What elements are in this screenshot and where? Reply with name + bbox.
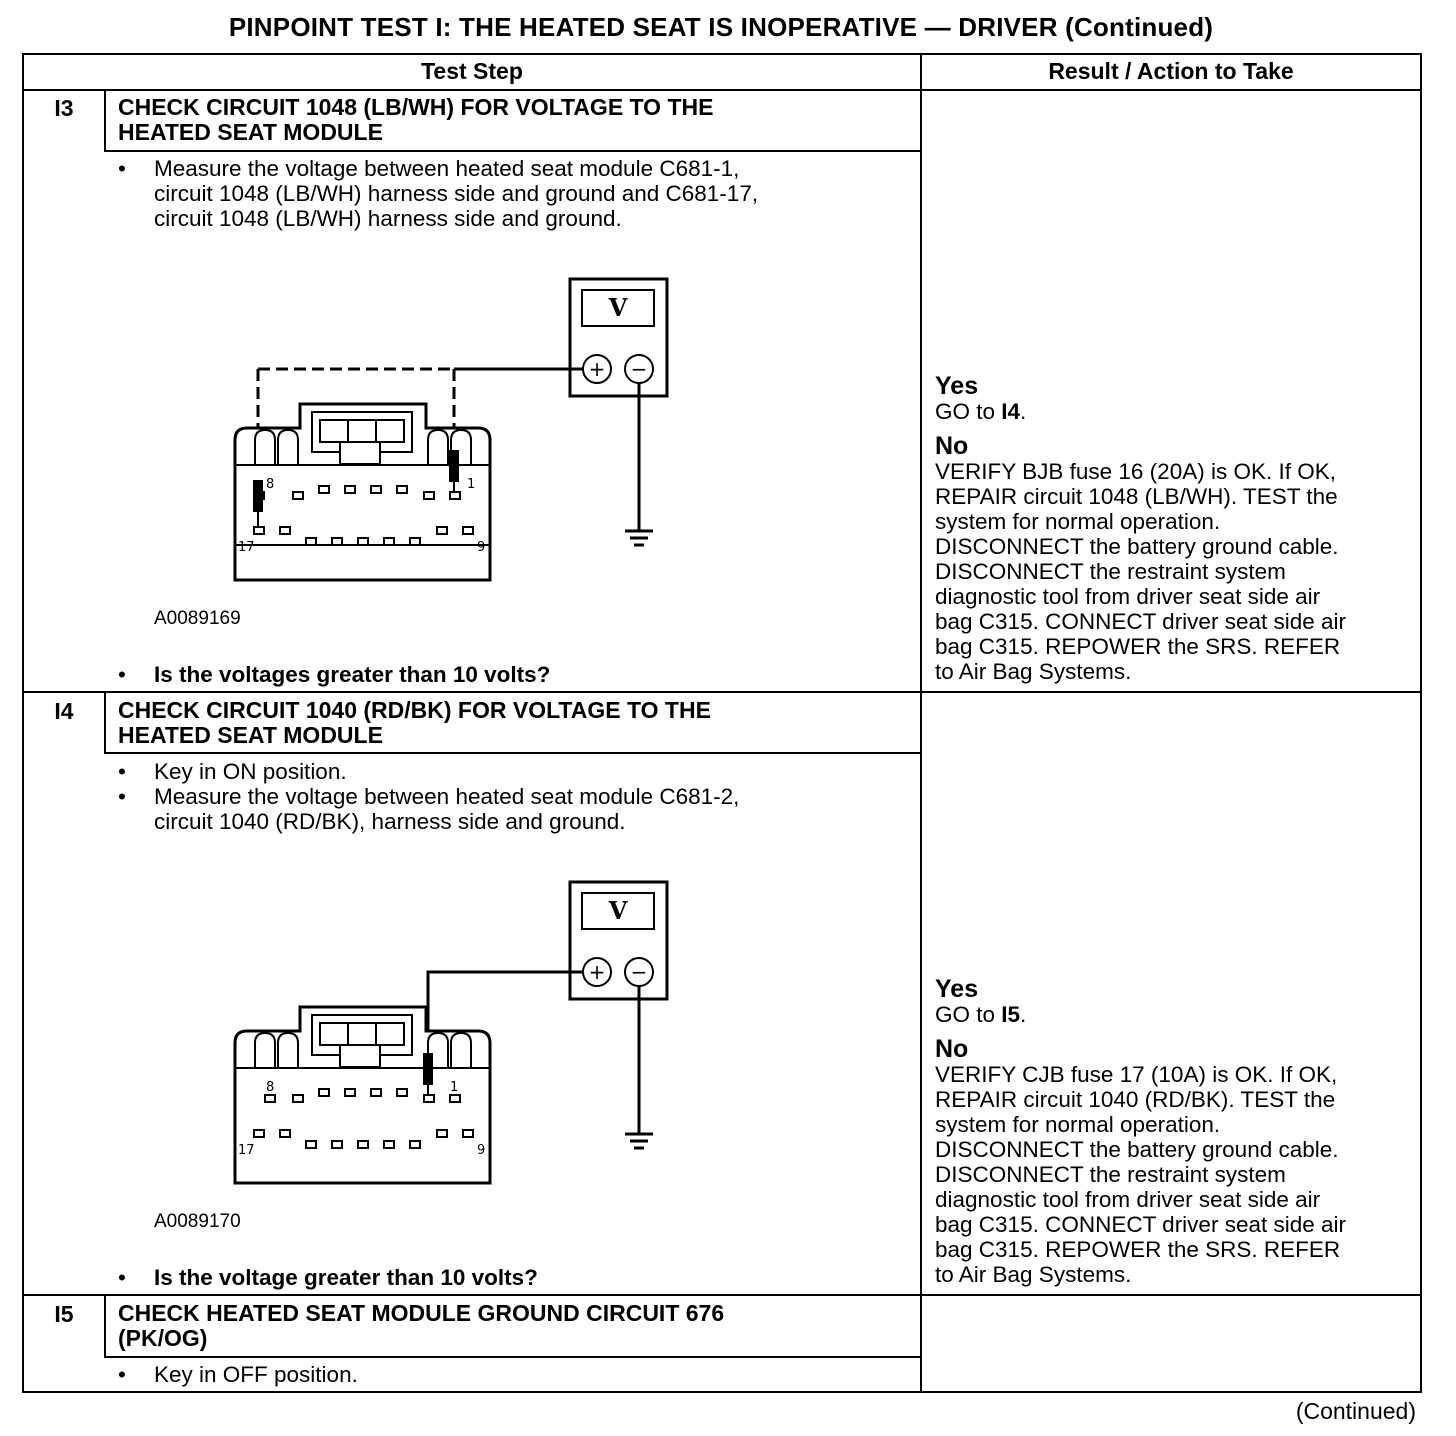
step-title-line: CHECK CIRCUIT 1040 (RD/BK) FOR VOLTAGE TO THE (118, 697, 711, 723)
ground-symbol-icon (625, 531, 653, 545)
instruction-line: circuit 1040 (RD/BK), harness side and ground. (154, 809, 626, 834)
result-i3 (935, 373, 1415, 684)
bullet: • (118, 156, 126, 181)
bullet: • (118, 1265, 126, 1290)
step-id: I5 (54, 1301, 74, 1327)
step-id: I3 (54, 95, 74, 121)
voltmeter-unit: V (608, 293, 628, 322)
yes-label: Yes (935, 975, 979, 1003)
step-instruction (118, 759, 914, 784)
step-title (118, 95, 898, 145)
next-step-link: I5 (1001, 1002, 1021, 1027)
step-instruction (118, 156, 914, 231)
voltmeter-unit: V (608, 896, 628, 925)
step-instruction (118, 1362, 914, 1387)
bullet: • (118, 1362, 126, 1387)
bullet: • (118, 759, 126, 784)
pin-label: 17 (238, 540, 255, 555)
step-title-line: HEATED SEAT MODULE (118, 119, 383, 145)
instruction-line: Key in ON position. (154, 759, 347, 784)
pin-label: 17 (238, 1143, 255, 1158)
figure-id: A0089169 (154, 608, 241, 629)
minus-label: − (630, 357, 648, 381)
question-text: Is the voltages greater than 10 volts? (154, 662, 551, 687)
question-text: Is the voltage greater than 10 volts? (154, 1265, 538, 1290)
minus-label: − (630, 960, 648, 984)
no-action: VERIFY CJB fuse 17 (10A) is OK. If OK, REPAIR circuit 1040 (RD/BK). TEST the system for normal operation. DISCONNECT the battery ground cable. DISCONNECT the restraint system diagnostic tool from driver seat side air bag C315. CONNECT driver seat side air bag C315. REPOWER the SRS. REFER to Air Bag Systems. (935, 1062, 1346, 1287)
column-header-result: Result / Action to Take (1048, 58, 1294, 84)
instruction-line: Key in OFF position. (154, 1362, 358, 1387)
figure-id: A0089170 (154, 1211, 241, 1232)
plus-label: + (588, 960, 606, 984)
ground-symbol-icon (625, 1134, 653, 1148)
no-action: VERIFY BJB fuse 16 (20A) is OK. If OK, REPAIR circuit 1048 (LB/WH). TEST the system for normal operation. DISCONNECT the battery ground cable. DISCONNECT the restraint system diagnostic tool from driver seat side air bag C315. CONNECT driver seat side air bag C315. REPOWER the SRS. REFER to Air Bag Systems. (935, 459, 1346, 684)
step-question (118, 1265, 914, 1290)
column-header-test-step: Test Step (421, 58, 523, 84)
step-title (118, 1301, 898, 1351)
voltmeter-diagram (220, 873, 690, 1193)
result-i4 (935, 976, 1415, 1287)
yes-action: GO to I5. (935, 1002, 1027, 1027)
instruction-line: Measure the voltage between heated seat module C681-1, (154, 156, 740, 181)
bullet: • (118, 784, 126, 809)
yes-label: Yes (935, 372, 979, 400)
pin-label: 1 (450, 1080, 459, 1095)
pin-label: 1 (467, 477, 476, 492)
page-title: PINPOINT TEST I: THE HEATED SEAT IS INOPERATIVE — DRIVER (Continued) (228, 12, 1214, 42)
step-title-line: CHECK CIRCUIT 1048 (LB/WH) FOR VOLTAGE TO THE (118, 94, 714, 120)
next-step-link: I4 (1001, 399, 1021, 424)
step-title (118, 698, 898, 748)
bullet: • (118, 662, 126, 687)
pin-label: 9 (477, 540, 486, 555)
pin-label: 8 (266, 1080, 275, 1095)
step-instruction (118, 784, 914, 834)
pin-label: 9 (477, 1143, 486, 1158)
continued-note: (Continued) (1295, 1398, 1416, 1424)
step-title-line: CHECK HEATED SEAT MODULE GROUND CIRCUIT 676 (118, 1300, 725, 1326)
instruction-line: Measure the voltage between heated seat module C681-2, (154, 784, 740, 809)
voltmeter-diagram (220, 270, 690, 590)
pin-label: 8 (266, 477, 275, 492)
connector-c681 (235, 1007, 490, 1183)
no-label: No (935, 1035, 969, 1063)
step-question (118, 662, 914, 687)
plus-label: + (588, 357, 606, 381)
instruction-line: circuit 1048 (LB/WH) harness side and ground. (154, 206, 622, 231)
instruction-line: circuit 1048 (LB/WH) harness side and ground and C681-17, (154, 181, 759, 206)
yes-action: GO to I4. (935, 399, 1027, 424)
step-id: I4 (54, 698, 74, 724)
connector-c681 (235, 404, 490, 580)
step-title-line: (PK/OG) (118, 1325, 208, 1351)
no-label: No (935, 432, 969, 460)
step-title-line: HEATED SEAT MODULE (118, 722, 383, 748)
